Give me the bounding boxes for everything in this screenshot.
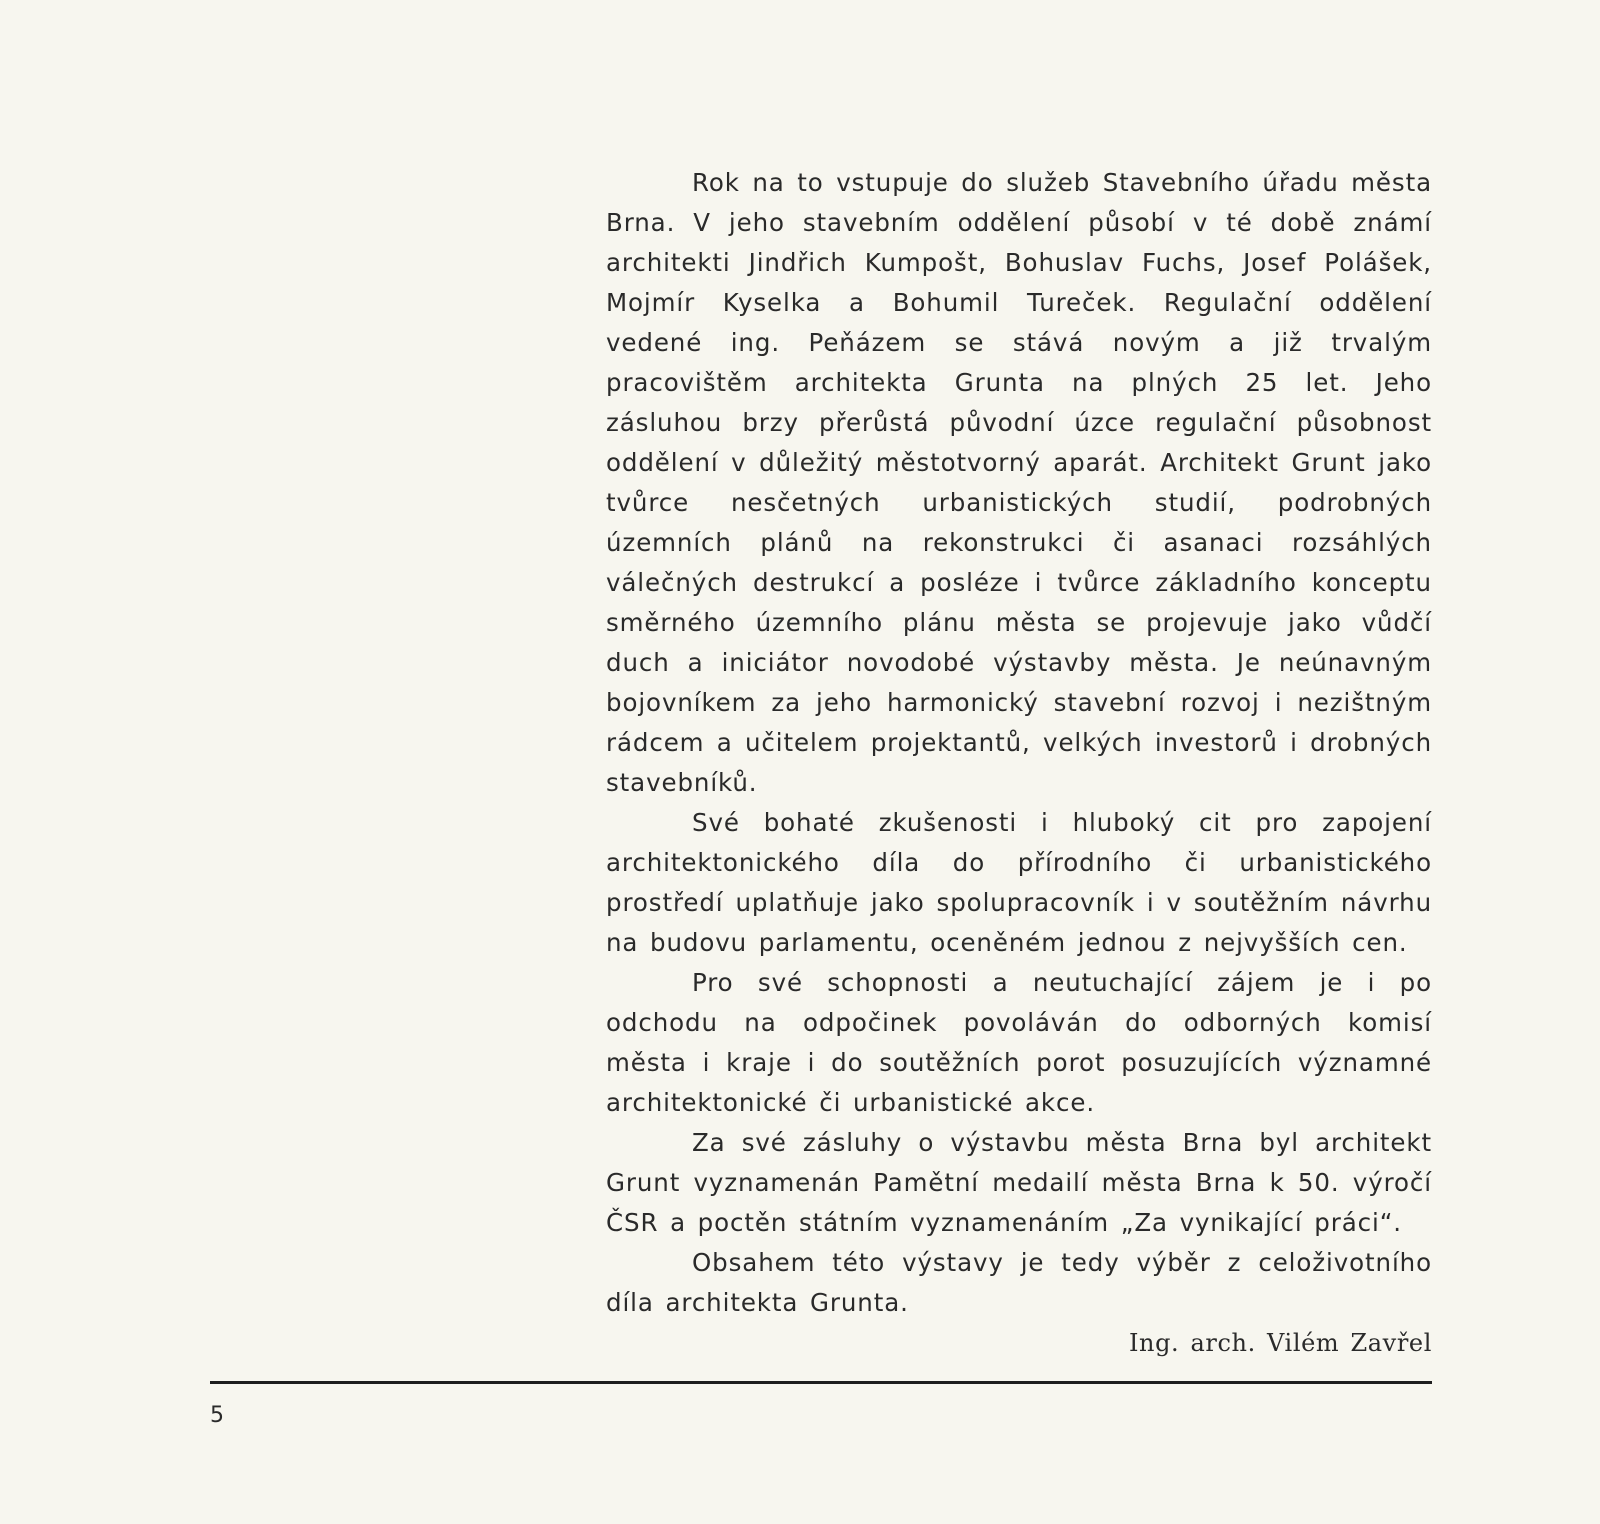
paragraph-awards: Za své zásluhy o výstavbu města Brna byl architekt Grunt vyznamenán Pamětní medailí města Brna k 50. výročí ČSR a poctěn státním vyznamenáním „Za vynikající práci“. [606,1128,1432,1237]
text-column [606,163,1432,1363]
paragraph-exhibition: Obsahem této výstavy je tedy výběr z celoživotního díla architekta Grunta. [606,1248,1432,1317]
paragraph-experience: Své bohaté zkušenosti i hluboký cit pro zapojení architektonického díla do přírodního či urbanistického prostředí uplatňuje jako spolupracovník i v soutěžním návrhu na budovu parlamentu, oceněném jednou z nejvyšších cen. [606,808,1432,957]
paragraph-career: Rok na to vstupuje do služeb Stavebního úřadu města Brna. V jeho stavebním oddělení působí v té době známí architekti Jindřich Kumpošt, Bohuslav Fuchs, Josef Polášek, Mojmír Kyselka a Bohumil Tureček. Regulační oddělení vedené ing. Peňázem se stává novým a již trvalým pracovištěm architekta Grunta na plných 25 let. Jeho zásluhou brzy přerůstá původní úzce regulační působnost oddělení v důležitý městotvorný aparát. Architekt Grunt jako tvůrce nesčetných urbanistických studií, podrobných územních plánů na rekonstrukci či asanaci rozsáhlých válečných destrukcí a posléze i tvůrce základního konceptu směrného územního plánu města se projevuje jako vůdčí duch a iniciátor novodobé výstavby města. Je neúnavným bojovníkem za jeho harmonický stavební rozvoj i nezištným rádcem a učitelem projektantů, velkých investorů i drobných stavebníků. [606,168,1432,797]
page-number: 5 [210,1403,224,1428]
paragraph-commissions: Pro své schopnosti a neutuchající zájem je i po odchodu na odpočinek povoláván do odborných komisí města i kraje i do soutěžních porot posuzujících významné architektonické či urbanistické akce. [606,968,1432,1117]
author-signature: Ing. arch. Vilém Zavřel [1128,1329,1432,1357]
footer-rule [210,1381,1432,1384]
